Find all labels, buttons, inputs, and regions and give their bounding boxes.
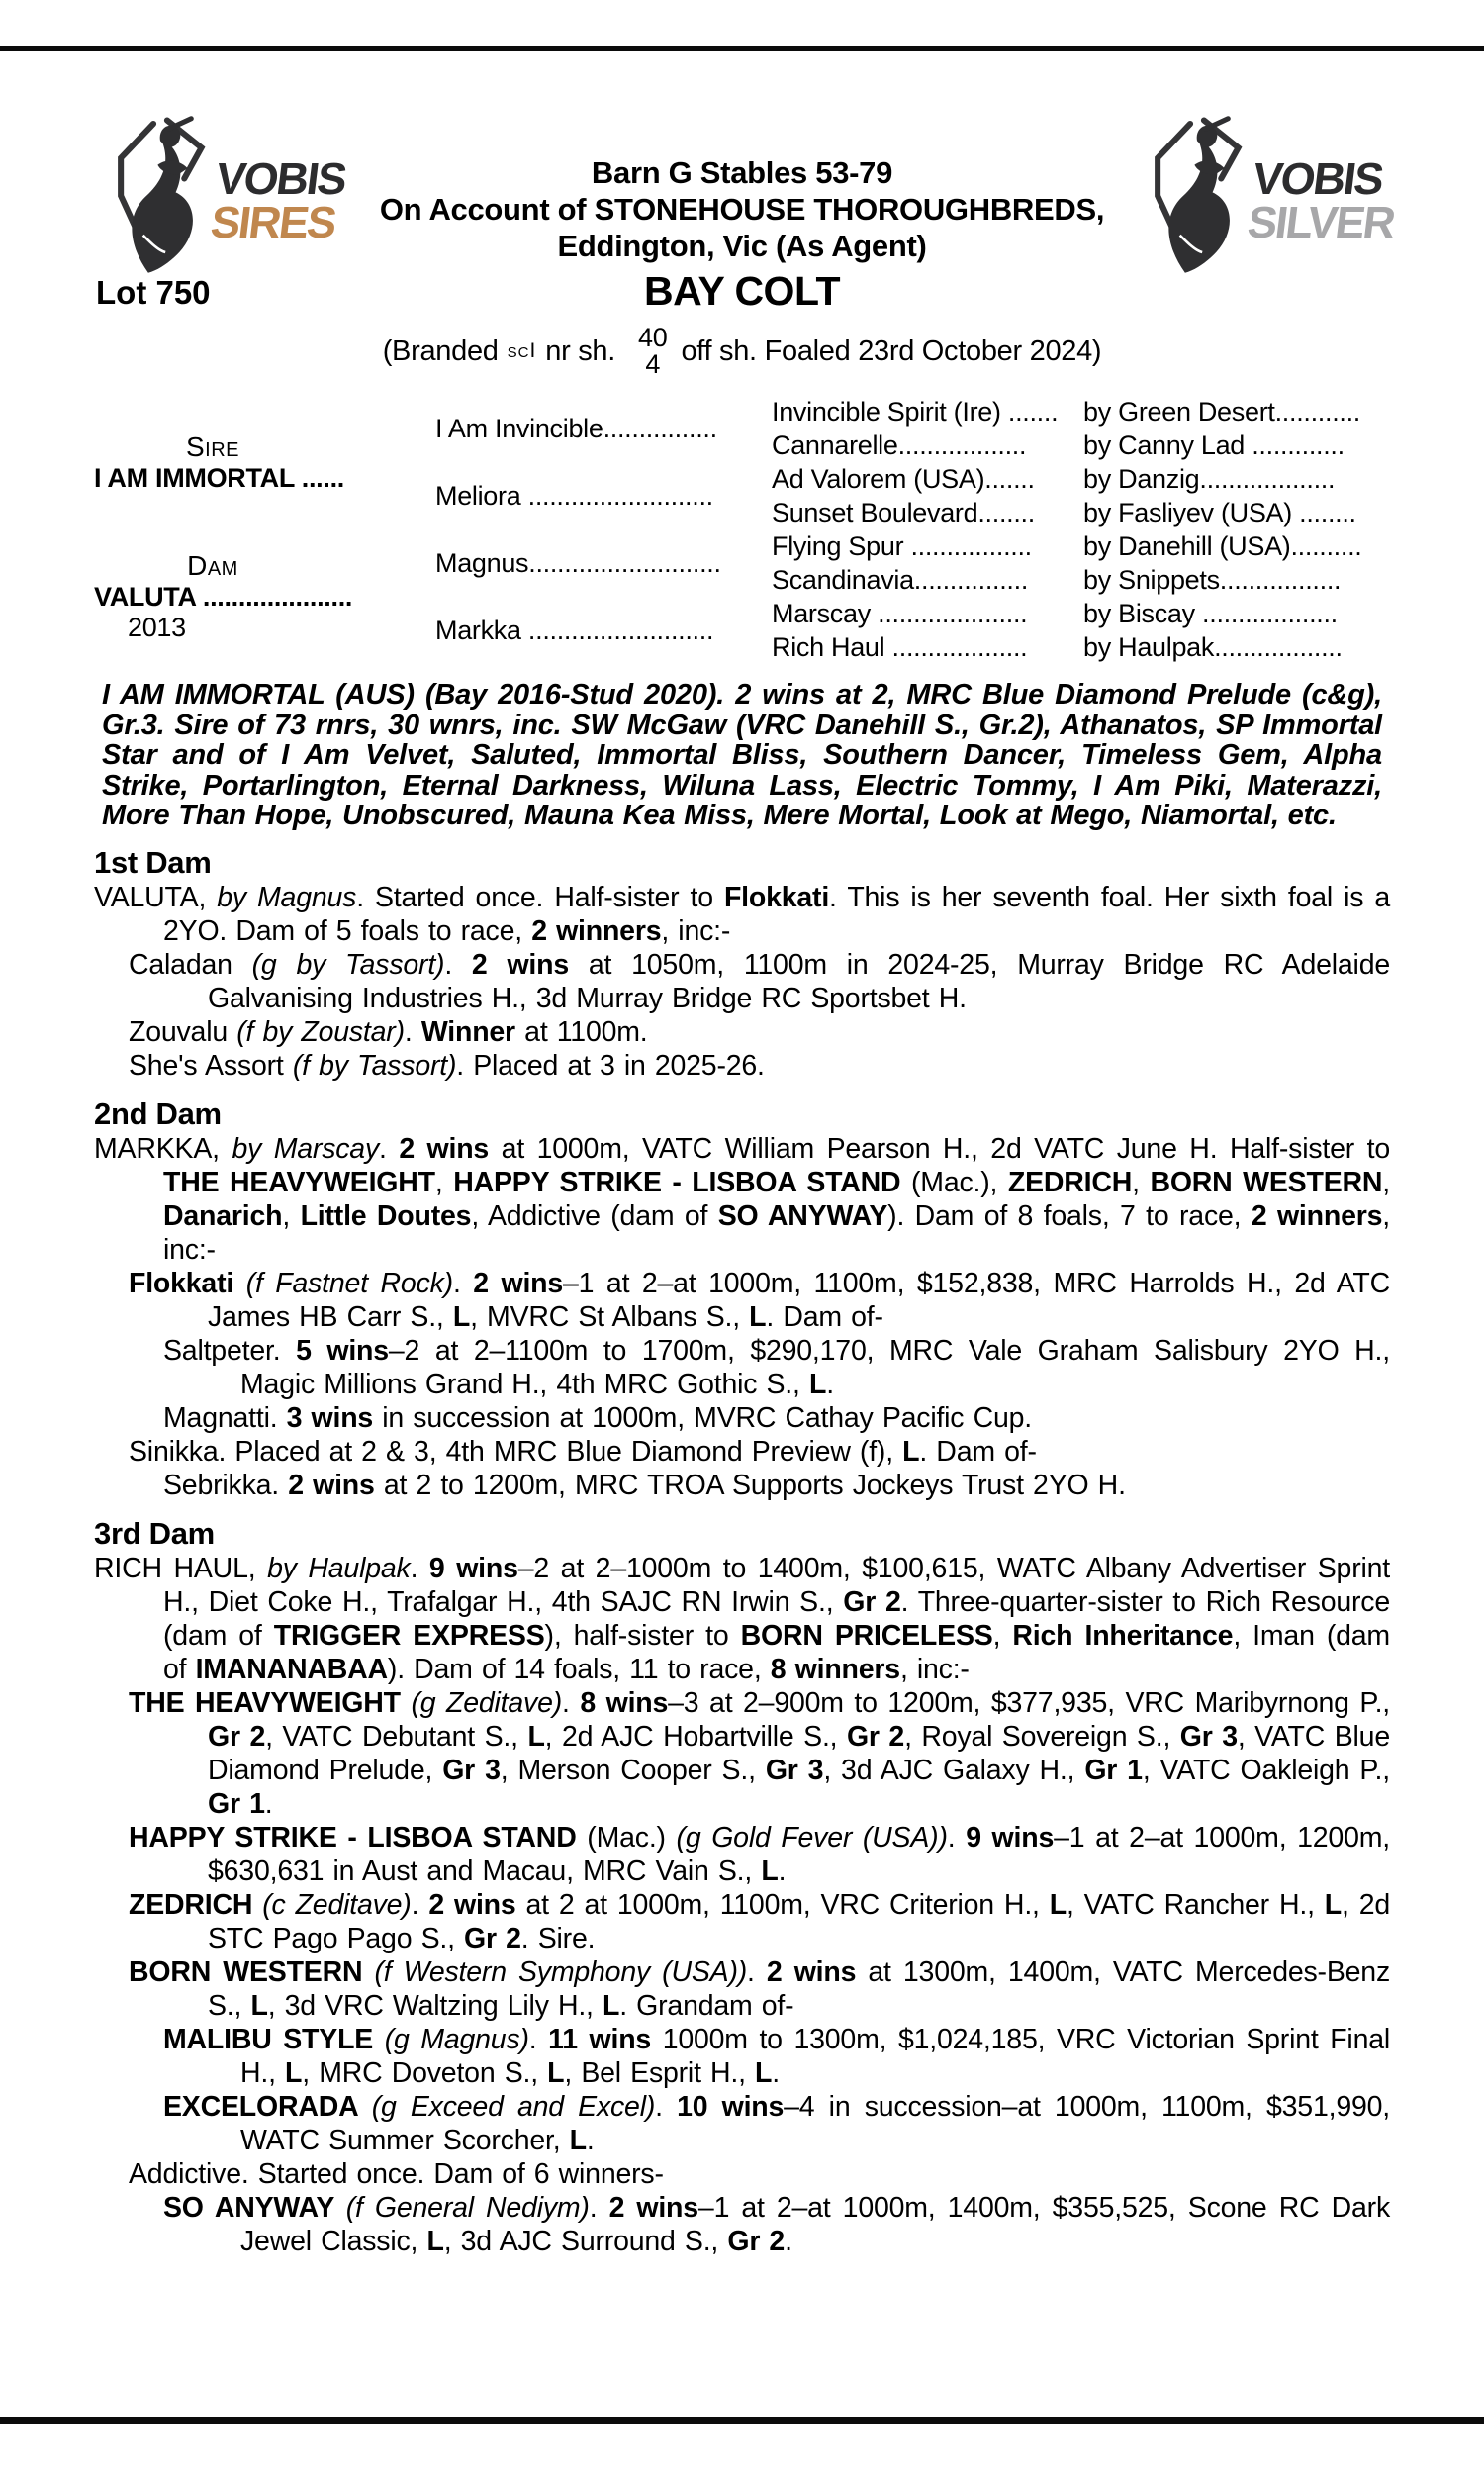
pedigree-parent: I Am Invincible................ [435,413,717,443]
sub-progeny-paragraph: Sebrikka. 2 wins at 2 to 1200m, MRC TROA Supports Jockeys Trust 2YO H. [163,1469,1126,1501]
sub-progeny-paragraph: Magnatti. 3 wins in succession at 1000m, MVRC Cathay Pacific Cup. [163,1401,1032,1434]
branded-mid: nr sh. [545,334,616,367]
logo-word-silver: SILVER [1245,197,1397,247]
branded-suffix: off sh. Foaled 23rd October 2024) [681,334,1102,367]
progeny-paragraph: BORN WESTERN (f Western Symphony (USA)). 2 wins at 1300m, 1400m, VATC Mercedes-Benz S., L, 3d VRC Waltzing Lily H., L. Grandam of- [129,1955,1390,2022]
stable-line: Barn G Stables 53-79 [591,155,893,190]
branded-prefix: (Branded [382,334,499,367]
location-line: Eddington, Vic (As Agent) [557,229,927,263]
progeny-paragraph: THE HEAVYWEIGHT (g Zeditave). 8 wins–3 at 2–900m to 1200m, $377,935, VRC Maribyrnong P., Gr 2, VATC Debutant S., L, 2d AJC Hobartville S., Gr 2, Royal Sovereign S., Gr 3, VATC Blue Diamond Prelude, Gr 3, Merson Cooper S., Gr 3, 3d AJC Galaxy H., Gr 1, VATC Oakleigh P., Gr 1. [129,1686,1390,1820]
pedigree-table [94,395,1390,664]
pedigree-grandparent: Flying Spur ................. [772,531,1032,561]
vobis-silver-logo [1146,107,1397,295]
vobis-sires-logo [109,107,348,295]
dam-year: 2013 [128,613,186,642]
bottom-rule [0,2417,1484,2424]
pedigree-greatgrandsire: by Fasliyev (USA) ........ [1083,498,1356,527]
dam-label: Dam [187,550,238,581]
sub-progeny-paragraph: SO ANYWAY (f General Nediym). 2 wins–1 at 2–at 1000m, 1400m, $355,525, Scone RC Dark Jewel Classic, L, 3d AJC Surround S., Gr 2. [163,2191,1390,2257]
pedigree-greatgrandsire: by Green Desert............ [1083,397,1361,427]
pedigree-greatgrandsire: by Danehill (USA).......... [1083,531,1362,561]
logo-word-sires: SIRES [208,197,338,247]
pedigree-grandparent: Scandinavia................ [772,565,1029,595]
pedigree-col-grandparents [772,395,1083,664]
sire-block [94,395,435,529]
pedigree-col-parents [435,395,772,664]
section-heading-2nd-dam: 2nd Dam [94,1095,222,1131]
progeny-paragraph: ZEDRICH (c Zeditave). 2 wins at 2 at 1000m, 1100m, VRC Criterion H., L, VATC Rancher H., L, 2d STC Pago Pago S., Gr 2. Sire. [129,1888,1391,1954]
vobis-sires-logo-text [208,153,348,247]
pedigree-grandparent: Cannarelle.................. [772,430,1027,460]
progeny-paragraph: She's Assort (f by Tassort). Placed at 3 in 2025-26. [129,1049,765,1082]
pedigree-grandparent: Marscay ..................... [772,599,1028,628]
dam-paragraph: VALUTA, by Magnus. Started once. Half-sister to Flokkati. This is her seventh foal. Her sixth foal is a 2YO. Dam of 5 foals to race, 2 winners, inc:- [94,881,1390,947]
brand-mark: scI [507,339,537,362]
pedigree-grandparent: Ad Valorem (USA)....... [772,464,1035,494]
pedigree-grandparent: Rich Haul ................... [772,632,1028,662]
vobis-silver-logo-text [1245,153,1402,247]
account-line: On Account of STONEHOUSE THOROUGHBREDS, [379,192,1105,227]
pedigree-col-subject [94,395,435,664]
sub-progeny-paragraph: Saltpeter. 5 wins–2 at 2–1100m to 1700m, $290,170, MRC Vale Graham Salisbury 2YO H., Magic Millions Grand H., 4th MRC Gothic S., L. [163,1334,1390,1400]
dam-name [94,582,435,613]
sub-progeny-paragraph: MALIBU STYLE (g Magnus). 11 wins 1000m to 1300m, $1,024,185, VRC Victorian Sprint Final H., L, MRC Doveton S., L, Bel Esprit H., L. [163,2023,1390,2089]
pedigree-greatgrandsire: by Haulpak.................. [1083,632,1343,662]
vobis-horse-logo-icon [109,109,212,293]
progeny-paragraph: Zouvalu (f by Zoustar). Winner at 1100m. [129,1015,648,1048]
progeny-paragraph: Flokkati (f Fastnet Rock). 2 wins–1 at 2–at 1000m, 1100m, $152,838, MRC Harrolds H., 2d ATC James HB Carr S., L, MVRC St Albans S., L. Dam of- [129,1267,1391,1333]
sire-blurb: I AM IMMORTAL (AUS) (Bay 2016-Stud 2020). 2 wins at 2, MRC Blue Diamond Prelude (c&g), Gr.3. Sire of 73 rnrs, 30 wnrs, inc. SW McGaw (VRC Danehill S., Gr.2), Athanatos, SP Immortal Star and of I Am Velvet, Saluted, Immortal Bliss, Southern Dancer, Timeless Gem, Alpha Strike, Portarlington, Eternal Darkness, Wiluna Lass, Electric Tommy, I Am Piki, Materazzi, More Than Hope, Unobscured, Mauna Kea Miss, Mere Mortal, Look at Mego, Niamortal, etc. [102,679,1382,831]
brand-number-top: 40 [638,323,668,352]
progeny-paragraph: Sinikka. Placed at 2 & 3, 4th MRC Blue Diamond Preview (f), L. Dam of- [129,1435,1037,1468]
sire-label: Sire [185,430,239,462]
brand-number [638,325,667,378]
dam-paragraph: MARKKA, by Marscay. 2 wins at 1000m, VATC William Pearson H., 2d VATC June H. Half-sister to THE HEAVYWEIGHT, HAPPY STRIKE - LISBOA STAND (Mac.), ZEDRICH, BORN WESTERN, Danarich, Little Doutes, Addictive (dam of SO ANYWAY). Dam of 8 foals, 7 to race, 2 winners, inc:- [94,1132,1390,1266]
brand-number-bottom: 4 [645,349,661,379]
section-heading-1st-dam: 1st Dam [94,844,212,880]
progeny-paragraph: Caladan (g by Tassort). 2 wins at 1050m, 1100m in 2024-25, Murray Bridge RC Adelaide Galvanising Industries H., 3d Murray Bridge RC Sportsbet H. [129,948,1390,1014]
dam-block [94,529,435,664]
dam-paragraph: RICH HAUL, by Haulpak. 9 wins–2 at 2–1000m to 1400m, $100,615, WATC Albany Advertiser Sprint H., Diet Coke H., Trafalgar H., 4th SAJC RN Irwin S., Gr 2. Three-quarter-sister to Rich Resource (dam of TRIGGER EXPRESS), half-sister to BORN PRICELESS, Rich Inheritance, Iman (dam of IMANANABAA). Dam of 14 foals, 11 to race, 8 winners, inc:- [94,1552,1391,1685]
branded-line [94,320,1390,383]
logo-word-vobis: VOBIS [213,153,348,204]
logo-word-vobis: VOBIS [1250,153,1385,204]
lot-title-row [94,268,1390,316]
progeny-paragraph: HAPPY STRIKE - LISBOA STAND (Mac.) (g Gold Fever (USA)). 9 wins–1 at 2–at 1000m, 1200m, $630,631 in Aust and Macau, MRC Vain S., L. [129,1821,1390,1887]
page-title: BAY COLT [644,268,840,314]
pedigree-parent: Markka .......................... [435,615,714,645]
pedigree-grandparent: Invincible Spirit (Ire) ....... [772,397,1059,427]
dam-name-text: VALUTA ..................... [94,582,353,612]
section-heading-3rd-dam: 3rd Dam [94,1515,215,1551]
pedigree-greatgrandsire: by Biscay ................... [1083,599,1338,628]
pedigree-greatgrandsire: by Canny Lad ............. [1083,430,1345,460]
pedigree-parent: Magnus........................... [435,547,721,578]
sub-progeny-paragraph: EXCELORADA (g Exceed and Excel). 10 wins–4 in succession–at 1000m, 1100m, $351,990, WATC Summer Scorcher, L. [163,2090,1390,2156]
vobis-horse-logo-icon [1146,109,1249,293]
pedigree-greatgrandsire: by Snippets................. [1083,565,1342,595]
progeny-paragraph: Addictive. Started once. Dam of 6 winners- [129,2157,664,2190]
pedigree-grandparent: Sunset Boulevard........ [772,498,1035,527]
sire-name: I AM IMMORTAL ...... [94,462,344,493]
pedigree-parent: Meliora .......................... [435,480,713,511]
pedigree-greatgrandsire: by Danzig................... [1083,464,1336,494]
lot-number: Lot 750 [96,274,211,311]
pedigree-col-greatgrandsires [1083,395,1390,664]
